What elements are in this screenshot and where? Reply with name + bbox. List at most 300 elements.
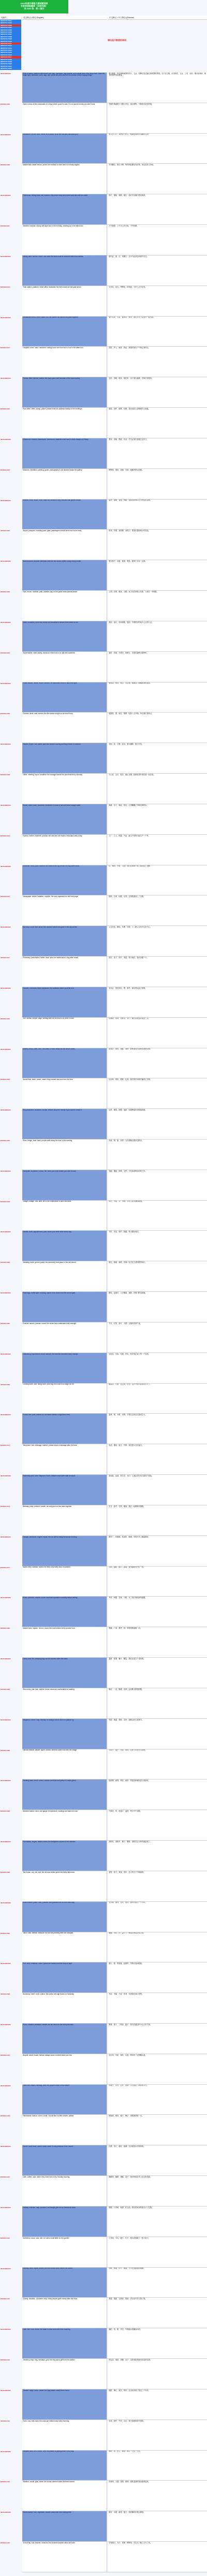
english-cell: Shoe shop, pair, heel, leather; these shoes are comfortable for walking. — [22, 1688, 107, 1718]
chinese-cell: 绘画课、画笔、颜色、画布；把蓝色和黄色混合成绿色。 — [108, 1780, 207, 1810]
table-row[interactable] — [22, 1140, 207, 1170]
table-row[interactable] — [22, 1962, 207, 1993]
row-tag: REV01DIF2023 — [1, 560, 11, 563]
row-tag: REV01DIF2023 — [1, 682, 11, 685]
table-row[interactable] — [22, 2298, 207, 2328]
chinese-cell: 修车厂、机械师、发动机、修理；车明天早上就能修好。 — [108, 1536, 207, 1566]
table-row[interactable] — [22, 652, 207, 682]
chinese-cell: 酒店、前台、房间钥匙、退房；早餐供应时间为七点到十点。 — [108, 621, 207, 651]
table-row[interactable] — [22, 1688, 207, 1719]
row-tag: REV01DIF2023 — [1, 743, 11, 746]
table-row[interactable] — [22, 1170, 207, 1201]
chinese-cell: 运动场、球队、教练、比赛；他们刻苦训练并赢得了决赛。 — [108, 1078, 207, 1108]
table-row[interactable] — [22, 1932, 207, 1963]
row-tag: REV01DIF2023 — [1, 1535, 11, 1538]
row-tag: DIF2023-0053 — [1, 1078, 10, 1081]
english-cell: Newspaper, article, headline, reporter; the story appeared on the front page. — [22, 895, 107, 926]
table-row[interactable] — [22, 621, 207, 652]
english-cell: Laboratory, experiment, result, sample; the scientist recorded every change. — [22, 1353, 107, 1383]
chinese-cell: 教室、老师、黑板、作业；学生必须在星期五交作文。 — [108, 438, 207, 468]
english-cell: Hairdresser, haircut, mirror, comb; I would like it a little shorter, please. — [22, 2115, 107, 2145]
table-row[interactable] — [22, 1536, 207, 1567]
english-cell: Market stall, street vendor; prices are marked on each item so nobody argues. — [22, 164, 107, 194]
chinese-cell: 集镇、广场、教堂、钟；钟每刻钟敲响一次。 — [108, 1627, 207, 1657]
column-header-english: 英文释义 / 例句 (English) — [22, 16, 107, 20]
row-tag: REV01DIF2023 — [1, 1292, 11, 1294]
code-item: MKP3701Y0010 — [0, 40, 21, 42]
english-cell: Hospital, nurse, ward, medicine; visiting hours are from two to four in the afternoon. — [22, 347, 107, 377]
row-tag: REV01DIF2023 — [1, 1414, 11, 1416]
table-row[interactable] — [22, 2207, 207, 2237]
row-tag: REV01DIF2023 — [1, 1901, 11, 1904]
english-cell: Dentist, tooth, appointment, pain; brush your teeth twice every day. — [22, 1231, 107, 1261]
chinese-cell: 报纸、文章、标题、记者；这则报道登上了头版。 — [108, 895, 207, 926]
chinese-cell: 银行侧面、带长椅和地图的站台、五金、招牌以及店铺正面的整体景观。入口在左侧，灯光明亮，五金、工具、标识；购买前询问、核对价格并说出数量。 — [108, 73, 207, 103]
table-row[interactable] — [22, 1414, 207, 1444]
table-row[interactable] — [22, 408, 207, 438]
chinese-cell: 电话、通话、留言、号码；请在提示音后留言。 — [108, 1444, 207, 1474]
row-tag: DIF2023-0059 — [1, 1200, 10, 1203]
table-row[interactable] — [22, 438, 207, 469]
chinese-cell: 剧院、舞台、演员、幕布；这出戏持续了将近三个小时。 — [108, 2389, 207, 2420]
english-cell: Beach, sand, wave, sunshine; remember to wear a hat and drink enough water. — [22, 804, 107, 834]
english-cell: Weather forecast: cloudy with light rain in the morning, clearing up in the afternoon. — [22, 225, 107, 255]
english-cell: Train station, platform, ticket office, timetable; the train leaves at half past seven. — [22, 286, 107, 316]
instruction-note: 请勾选不熟悉的单词 — [108, 39, 126, 41]
chinese-cell: 河流、桥、船、河岸；人们傍晚沿着河边散步。 — [108, 1140, 207, 1170]
row-tag: REV01DIF2023 — [1, 1718, 11, 1721]
table-row[interactable] — [22, 2389, 207, 2420]
table-row[interactable] — [22, 1627, 207, 1658]
table-row[interactable] — [22, 1322, 207, 1353]
english-cell: Tea house, cup, pot, leaf; the old man drinks green tea every afternoon. — [22, 1871, 107, 1901]
row-tag: DIF2023-0050 — [1, 1017, 10, 1020]
chinese-cell: 办公室、会议、报告、截止日期；经理希望计划在周一前完成。 — [108, 774, 207, 804]
english-cell: Forest, tree, path, animal; do not leave rubbish or light fires here. — [22, 1414, 107, 1444]
english-cell: Someone is at the door, I think it's a doctor. Is he the one who will treat you? — [22, 134, 107, 164]
table-row[interactable] — [22, 835, 207, 865]
chinese-cell: 咖啡馆、咖啡、蛋糕、桌子；他们每周日早上在这里见面。 — [108, 2176, 207, 2206]
row-tag: REV01DIF2023 — [1, 621, 11, 623]
row-tag: REV01DIF2023 — [1, 316, 11, 319]
english-cell: Charity, donation, volunteer, help; many people gave money after the flood. — [22, 2298, 107, 2328]
row-tag: DIF2023-0086 — [1, 1749, 10, 1752]
code-item: MKP3701Y0005 — [0, 29, 21, 31]
row-tag: DIF2023-0107 — [1, 2176, 10, 2179]
code-item: MKP3701Y0011 — [0, 42, 21, 45]
chinese-cell: 医院、护士、病房、药品；探视时间为下午两点到四点。 — [108, 347, 207, 377]
row-tag: REV01DIF2023 — [1, 2267, 11, 2270]
table-row[interactable] — [22, 804, 207, 835]
table-row[interactable] — [22, 1749, 207, 1780]
row-tag: REV01DIF2023 — [1, 255, 11, 258]
row-tag: REV01DIF2023 — [1, 865, 11, 867]
table-row[interactable] — [22, 286, 207, 317]
table-row[interactable] — [22, 164, 207, 194]
code-item: MKP3701Y0012 — [0, 45, 21, 47]
table-row[interactable] — [22, 1353, 207, 1384]
row-tag: REV01DIF2023 — [1, 2206, 11, 2209]
english-cell: Bank account, deposit, withdraw, interest; she saves a little money every month. — [22, 560, 107, 590]
chinese-cell: 音乐会、管弦乐队、票、掌声；最后观众起立鼓掌。 — [108, 987, 207, 1017]
table-row[interactable] — [22, 1658, 207, 1688]
english-cell: Festival, lantern, parade, crowd; the whole town celebrated until midnight. — [22, 1322, 107, 1353]
row-tag: REV01DIF2023 — [1, 2024, 11, 2026]
english-cell: Road sign, traffic light, crossing, speed; slow down near the school gate. — [22, 1292, 107, 1322]
table-row[interactable] — [22, 1078, 207, 1109]
table-row[interactable] — [22, 1505, 207, 1536]
english-cell: Camp, tent, fire, sleeping bag; we told stories under the stars. — [22, 1658, 107, 1688]
chinese-cell: 厨房、厨师、食谱、烤箱；将面包烘烤四十分钟直至金黄。 — [108, 500, 207, 530]
table-row[interactable] — [22, 2145, 207, 2176]
table-row[interactable] — [22, 377, 207, 408]
chinese-cell: 婚礼、新娘、新郎、宾客；仪式在古老的教堂举行。 — [108, 1261, 207, 1291]
english-cell: Cafe, coffee, cake, table; they meet here every Sunday morning. — [22, 2176, 107, 2206]
row-tag-column — [0, 73, 21, 2572]
chinese-cell: 理发师、理发、镜子、梳子；请帮我剪短一点。 — [108, 2115, 207, 2145]
chinese-cell: 路标、红绿灯、人行横道、速度；在校门附近减速。 — [108, 1292, 207, 1322]
english-cell: Picnic, blanket, sandwich, basket; we ate lunch on the hill by the lake. — [22, 2024, 107, 2054]
english-cell: Clothing store, size, fitting room, price tag; this coat is too large for me. — [22, 1384, 107, 1414]
english-cell: Railway, track, signal, tunnel; the train slows down before the tunnel. — [22, 2268, 107, 2298]
chinese-cell: 港口、船、集装箱、起重机；货物在夜间装船。 — [108, 1962, 207, 1993]
chinese-cell: 气象站、风、雨量计、温度；每天中午读数。 — [108, 1810, 207, 1840]
row-tag: REV01DIF2023 — [1, 2389, 11, 2392]
english-cell: Park, bench, fountain, path; children play on the grass while parents watch. — [22, 591, 107, 621]
chinese-cell: 农场、奶牛、牛奶、谷仓；每天清晨给奶牛挤奶。 — [108, 2420, 207, 2450]
row-tag: DIF2023-0122 — [1, 2481, 10, 2483]
english-cell: Garage, mechanic, engine, repair; the car will be ready tomorrow morning. — [22, 1536, 107, 1566]
chinese-cell: 野餐、毯子、三明治、篮子；我们在湖边的小山上吃午饭。 — [108, 2024, 207, 2054]
chinese-cell: 服装店、尺码、试衣间、价签；这件外套对我来说太大了。 — [108, 1384, 207, 1414]
english-cell: Painting class, brush, colour, canvas; mix blue and yellow to make green. — [22, 1780, 107, 1810]
table-row[interactable] — [22, 1719, 207, 1749]
table-row[interactable] — [22, 713, 207, 743]
table-row[interactable] — [22, 1201, 207, 1231]
table-row[interactable] — [22, 865, 207, 896]
table-row[interactable] — [22, 2359, 207, 2389]
code-item: MKP3701Y0017 — [0, 56, 21, 58]
chinese-cell: 书店、书架、小说、作者；作者将在周六签售。 — [108, 1993, 207, 2023]
english-cell: Fire station, engine, ladder, alarm; the firefighters arrived in five minutes. — [22, 1841, 107, 1871]
chinese-cell: 考试、问题、答案、分数；写之前仔细阅读每道题。 — [108, 1597, 207, 1627]
table-row[interactable] — [22, 1231, 207, 1261]
chinese-cell: 动物园、动物、饲养员、笼子；狮子的喂食时间是三点。 — [108, 1018, 207, 1048]
row-tag: DIF2023-0074 — [1, 1505, 10, 1507]
row-tag: DIF2023-0089 — [1, 1810, 10, 1813]
row-tag: REV01DIF2023 — [1, 2084, 11, 2087]
english-cell: Classroom, teacher, blackboard, homework; students must hand in their essays on Friday. — [22, 438, 107, 468]
table-row[interactable] — [22, 2268, 207, 2298]
table-row[interactable] — [22, 987, 207, 1018]
row-tag: DIF2023-0110 — [1, 2237, 10, 2239]
row-tag: DIF2023-0014 — [1, 286, 10, 288]
row-tag: REV01DIF2023 — [1, 1170, 11, 1172]
table-row[interactable] — [22, 2054, 207, 2085]
english-cell: Tailor, cloth, needle, measure; the suit fits perfectly after the changes. — [22, 1932, 107, 1962]
english-cell: Harvest festival, basket, apple, thanks; farmers share food with the village. — [22, 1749, 107, 1780]
chinese-cell: 音乐课、钢琴、音符、练习；她每天练习一个小时。 — [108, 1902, 207, 1932]
table-row[interactable] — [22, 1871, 207, 1902]
row-tag: REV01DIF2023 — [1, 1841, 11, 1843]
chinese-cell: 电影院、票、座位、银幕；电影八点开始，所以我们得快点。 — [108, 713, 207, 743]
table-row[interactable] — [22, 1810, 207, 1841]
table-row[interactable] — [22, 1109, 207, 1140]
chinese-cell: 裁缝、布料、针、量尺寸；修改后西装非常合身。 — [108, 1932, 207, 1962]
table-row[interactable] — [22, 1597, 207, 1627]
row-tag: REV01DIF2023 — [1, 194, 11, 197]
chinese-cell: 工厂、工人、机器、产品；新生产线每天能生产一千件。 — [108, 835, 207, 865]
row-tag: DIF2023-0080 — [1, 1627, 10, 1630]
code-item: MKP3701Y0015 — [0, 51, 21, 53]
chinese-cell: 超市、货架、手推车、收银台；本周末新鲜水果特价。 — [108, 652, 207, 682]
chinese-cell: 海滩、沙子、海浪、阳光；记得戴帽子并喝足够的水。 — [108, 804, 207, 834]
english-cell: Restaurant menu, order, waiter, bill; we shared the dishes and paid together. — [22, 317, 107, 347]
row-tag: REV01DIF2023 — [1, 1475, 11, 1477]
table-row[interactable] — [22, 2237, 207, 2268]
chinese-cell: 天气预报：上午多云有小雨，下午转晴。 — [108, 225, 207, 255]
table-row[interactable] — [22, 317, 207, 347]
english-cell: Airport, passport, boarding pass, gate; passengers should arrive two hours early. — [22, 530, 107, 560]
row-tag: DIF2023-0098 — [1, 1993, 10, 1996]
chinese-cell: 火车站、站台、售票处、时刻表；火车七点半出发。 — [108, 286, 207, 316]
table-row[interactable] — [22, 2176, 207, 2207]
row-tag: DIF2023-0047 — [1, 957, 10, 959]
english-cell: Village, cottage, well, lane; life in the countryside is quiet and slow. — [22, 1201, 107, 1231]
table-row[interactable] — [22, 73, 207, 103]
table-row[interactable] — [22, 1993, 207, 2024]
table-row[interactable] — [22, 1018, 207, 1048]
code-item: MKP3701Y0018 — [0, 59, 21, 61]
row-tag: REV01DIF2023 — [1, 2328, 11, 2331]
english-cell: Weather station, wind, rain gauge, temperature; readings are taken at noon. — [22, 1810, 107, 1840]
table-row[interactable] — [22, 194, 207, 225]
table-row[interactable] — [22, 1292, 207, 1322]
chinese-cell: 珠宝店、戒指、项链、金子；这枚戒指是她母亲送的礼物。 — [108, 2359, 207, 2389]
table-row[interactable] — [22, 1261, 207, 1292]
chinese-cell: 博物馆、展览、绘画、导游；画廊内禁止拍照。 — [108, 469, 207, 499]
table-row[interactable] — [22, 743, 207, 774]
row-tag: REV01DIF2023 — [1, 2511, 11, 2514]
row-tag: DIF2023-0032 — [1, 651, 10, 654]
table-row[interactable] — [22, 1384, 207, 1414]
chinese-cell: 假期、行李箱、地图、纪念品；我们给家里的朋友买了礼物。 — [108, 2207, 207, 2237]
table-row[interactable] — [22, 1780, 207, 1810]
table-row[interactable] — [22, 1048, 207, 1079]
english-cell: Library card, borrow, return, due date; the book must be returned within two weeks. — [22, 255, 107, 286]
table-row[interactable] — [22, 2481, 207, 2511]
banner-line-2: 专家审核版题库（双语对照） — [21, 5, 48, 7]
row-tag: DIF2023-0065 — [1, 1322, 10, 1325]
table-row[interactable] — [22, 255, 207, 286]
table-row[interactable] — [22, 591, 207, 621]
table-row[interactable] — [22, 895, 207, 926]
english-cell: Side of banks, platform with bench and map, hardware, sign boards, and overall view of the shop front. Gate left, bright light, hardware, tools, sign; ask, check the price and tell the number before buying things. — [22, 73, 107, 103]
english-cell: Town hall, mayor, meeting, vote; the people chose a new leader. — [22, 2085, 107, 2115]
row-tag: DIF2023-0071 — [1, 1444, 10, 1447]
english-cell: Factory, worker, machine, product; the new line can make a thousand units a day. — [22, 835, 107, 865]
row-tag: REV01DIF2023 — [1, 1658, 11, 1660]
chinese-cell: 公交车站、路线、车费、司机；十二路公交车开往市中心。 — [108, 926, 207, 956]
code-item: MKP3701Y0004 — [0, 26, 21, 29]
code-list — [0, 20, 21, 70]
chinese-cell: 生日、派对、礼物、蜡烛；我们一起唱歌切蛋糕。 — [108, 1505, 207, 1535]
english-cell: Office, meeting, report, deadline; the manager wants the plan finished by Monday. — [22, 774, 107, 804]
table-row[interactable] — [22, 2420, 207, 2451]
table-row[interactable] — [22, 682, 207, 713]
english-cell: Holiday, suitcase, map, souvenir; we bought gifts for our friends at home. — [22, 2207, 107, 2237]
table-row[interactable] — [22, 500, 207, 530]
code-item: MKP3701Y0020 — [0, 63, 21, 65]
table-row[interactable] — [22, 2542, 207, 2572]
english-cell: Workshop, wood, saw, nail; he built a small table for the garden. — [22, 2237, 107, 2267]
english-cell: Wedding, bride, groom, guest; the ceremony took place in the old church. — [22, 1261, 107, 1291]
row-tag: DIF2023-0104 — [1, 2115, 10, 2117]
row-tag: DIF2023-0023 — [1, 468, 10, 471]
english-cell: Open a shop at the crossroads of a busy street, good for sale. Do not spend money you don't have. — [22, 103, 107, 133]
row-tag: REV01DIF2023 — [1, 2450, 11, 2453]
table-row[interactable] — [22, 1567, 207, 1597]
row-tag: REV01DIF2023 — [1, 133, 11, 136]
chinese-cell: 机场、护照、登机牌、登机口；乘客应提前两小时到达。 — [108, 530, 207, 560]
english-cell: Swimming pool, lane, lifeguard, towel; children must swim with an adult. — [22, 1475, 107, 1505]
chinese-cell: 花园、花、土壤、浇水；春天播种，夏天开花。 — [108, 743, 207, 773]
english-cell: Exam, question, answer, score; read each question carefully before writing. — [22, 1597, 107, 1627]
table-row[interactable] — [22, 469, 207, 500]
english-cell: Concert, orchestra, ticket, applause; the audience stood up at the end. — [22, 987, 107, 1017]
table-row[interactable] — [22, 134, 207, 164]
table-row[interactable] — [22, 1444, 207, 1475]
chinese-cell: 警察局、警官、报告、目击者；他描述了那晚看到的情况。 — [108, 682, 207, 713]
row-tag: DIF2023-0056 — [1, 1139, 10, 1142]
english-cell: Island, ferry, harbour, tourist; the ferry runs every hour in summer. — [22, 1567, 107, 1597]
code-item: MKP3701Y0001 — [0, 20, 21, 22]
table-row[interactable] — [22, 2024, 207, 2054]
table-row[interactable] — [22, 926, 207, 957]
english-cell: Garden, flower, soil, water; plant the seeds in spring and they bloom in summer. — [22, 743, 107, 773]
english-cell: Cinema, ticket, seat, screen; the film starts at eight so we must hurry. — [22, 713, 107, 743]
english-cell: Stadium, crowd, goal, cheer; the crowd cheered when the team scored. — [22, 2481, 107, 2511]
table-row[interactable] — [22, 1902, 207, 1932]
chinese-cell: 消防站、消防车、梯子、警报；消防员五分钟内就赶到了。 — [108, 1841, 207, 1871]
table-row[interactable] — [22, 560, 207, 591]
code-item: MKP3701Y0021 — [0, 65, 21, 67]
column-header-chinese: 中文释义 / 中文例句 (Chinese) — [108, 16, 207, 20]
chinese-cell: 山、攀登、小路、山顶；我们在雾降下来之前到达了顶峰。 — [108, 865, 207, 895]
english-cell: Bus stop, route, fare, driver; the number twelve bus goes to the city centre. — [22, 926, 107, 956]
chinese-cell: 铁路、轨道、信号、隧道；火车在进隧道前减速。 — [108, 2268, 207, 2298]
english-cell: Telephone, call, message, number; please leave a message after the tone. — [22, 1444, 107, 1474]
english-cell: Port, ship, container, crane; goods are loaded onto the ship at night. — [22, 1962, 107, 1993]
table-row[interactable] — [22, 2115, 207, 2145]
english-cell: Street market, fruit, vegetable, basket; prices fall near closing time. — [22, 2511, 107, 2541]
row-tag: REV01DIF2023 — [1, 377, 11, 380]
english-cell: Post office, letter, stamp, parcel; please write the address clearly on the envelope. — [22, 408, 107, 438]
table-row[interactable] — [22, 2511, 207, 2542]
table-row[interactable] — [22, 103, 207, 134]
chinese-cell: 市场摊位，街头小贩；每件商品都标有价格，所以没有人争论。 — [108, 164, 207, 194]
row-tag: REV01DIF2023 — [1, 804, 11, 806]
chinese-cell: 实验室、实验、结果、样本；科学家记录了每一个变化。 — [108, 1353, 207, 1383]
table-row[interactable] — [22, 225, 207, 255]
english-cell: Fisherman, fishing boat, net, harbour; they leave early and come back late with the catch. — [22, 194, 107, 224]
table-row[interactable] — [22, 957, 207, 987]
english-cell: Shop assistant, customer, receipt, refund; keep the receipt if you want to return it. — [22, 1109, 107, 1139]
chinese-cell: 湖泊、鱼、船、岸边；早晨湖水清澈而冰凉。 — [108, 2328, 207, 2358]
chinese-cell: 自行车、车轮、刹车、头盔；骑车时一定要戴头盔。 — [108, 2054, 207, 2084]
chinese-cell: 农民、田地、收获、拖拉机；由于春天温暖，庄稼长得很好。 — [108, 377, 207, 407]
row-tag: DIF2023-0008 — [1, 164, 10, 166]
english-cell: Sports field, team, coach, match; they trained hard and won the final. — [22, 1078, 107, 1108]
chinese-cell: 公园、长椅、喷泉、小路；孩子们在草地上玩耍，父母在一旁观看。 — [108, 591, 207, 621]
chinese-cell: 街市、水果、蔬菜、篮子；快收摊时价格会降低。 — [108, 2511, 207, 2541]
row-tag: DIF2023-0038 — [1, 774, 10, 776]
english-cell: Birthday, party, present, candle; we sang and cut the cake together. — [22, 1505, 107, 1535]
english-cell: Neighbour, street, help, friendly; he always waves when he passes by. — [22, 1719, 107, 1749]
code-item: MKP3701Y0002 — [0, 22, 21, 24]
row-tag: REV01DIF2023 — [1, 1962, 11, 1965]
row-tag: DIF2023-0119 — [1, 2420, 10, 2422]
row-tag: DIF2023-0083 — [1, 1688, 10, 1690]
code-item: MKP3701Y0013 — [0, 47, 21, 49]
row-tag: DIF2023-0041 — [1, 834, 10, 837]
chinese-cell: 牙医、牙齿、预约、疼痛；每天刷牙两次。 — [108, 1231, 207, 1261]
table-row[interactable] — [22, 774, 207, 804]
code-item: MKP3701Y0007 — [0, 33, 21, 35]
row-tag: REV01DIF2023 — [1, 987, 11, 989]
english-cell: Zoo, animal, keeper, cage; feeding time for the lions is at three o'clock. — [22, 1018, 107, 1048]
english-cell: Museum, exhibition, painting, guide; photography is not allowed inside the gallery. — [22, 469, 107, 499]
code-item: MKP3701Y0016 — [0, 54, 21, 56]
table-row[interactable] — [22, 2451, 207, 2481]
chinese-cell: 鞋店、一双、鞋跟、皮革；这双鞋走路很舒服。 — [108, 1688, 207, 1718]
table-row[interactable] — [22, 1841, 207, 1871]
chinese-cell: 借书证、借、还、到期日；这本书必须在两周内归还。 — [108, 255, 207, 286]
english-cell: Jewellery shop, ring, necklace, gold; the ring was a gift from her mother. — [22, 2359, 107, 2389]
table-row[interactable] — [22, 2328, 207, 2359]
table-row[interactable] — [22, 347, 207, 377]
english-cell: Police station, officer, report, witness; he described what he saw that night. — [22, 682, 107, 713]
chinese-cell: 体育场、人群、进球、欢呼；球队进球时观众欢呼起来。 — [108, 2481, 207, 2511]
english-cell: Music lesson, piano, note, practice; she practises for an hour each day. — [22, 1902, 107, 1932]
chinese-cell: 面包店、面包、蛋糕、面粉；新鲜面包的香味弥漫整条街。 — [108, 1048, 207, 1078]
table-row[interactable] — [22, 2085, 207, 2115]
row-tag: REV01DIF2023 — [1, 438, 11, 440]
english-cell: Bakery, bread, cake, flour; the smell of fresh bread fills the whole street. — [22, 1048, 107, 1078]
chinese-cell: 在繁忙街道的十字路口开店，适合销售。不要花你没有的钱。 — [108, 103, 207, 133]
english-cell: Farmer, field, harvest, tractor; the crops grew well because of the warm spring. — [22, 377, 107, 407]
code-item: MKP3701Y0006 — [0, 31, 21, 33]
table-row[interactable] — [22, 530, 207, 560]
row-tag: DIF2023-0062 — [1, 1261, 10, 1264]
chinese-cell: 慈善、捐款、志愿者、帮助；洪水后许多人捐了钱。 — [108, 2298, 207, 2328]
chinese-cell: 游泳池、泳道、救生员、毛巾；儿童必须在成人陪同下游泳。 — [108, 1475, 207, 1505]
chinese-cell: 村庄、小屋、井、小巷；乡村生活安静而缓慢。 — [108, 1201, 207, 1231]
english-cell: Bookshop, shelf, novel, author; the author will sign books on Saturday. — [22, 1993, 107, 2023]
row-tag: REV01DIF2023 — [1, 1597, 11, 1599]
row-tag: DIF2023-0020 — [1, 408, 10, 410]
code-item: MKP3701Y0019 — [0, 61, 21, 63]
column-header-code: 词编号 — [0, 16, 21, 20]
english-cell: Theatre, stage, actor, curtain; the play lasted nearly three hours. — [22, 2389, 107, 2420]
chinese-cell: 沙漠、沙丘、骆驼、绿洲；在沙漠里水非常珍贵。 — [108, 2145, 207, 2175]
table-row[interactable] — [22, 1475, 207, 1505]
row-tag: DIF2023-0116 — [1, 2359, 10, 2361]
row-tag: REV01DIF2023 — [1, 926, 11, 929]
code-item: MKP3701Y0008 — [0, 36, 21, 38]
row-tag: DIF2023-0101 — [1, 2054, 10, 2056]
chinese-cell: 餐厅菜单、点菜、服务员、账单；我们分享了菜肴并一起付款。 — [108, 317, 207, 347]
